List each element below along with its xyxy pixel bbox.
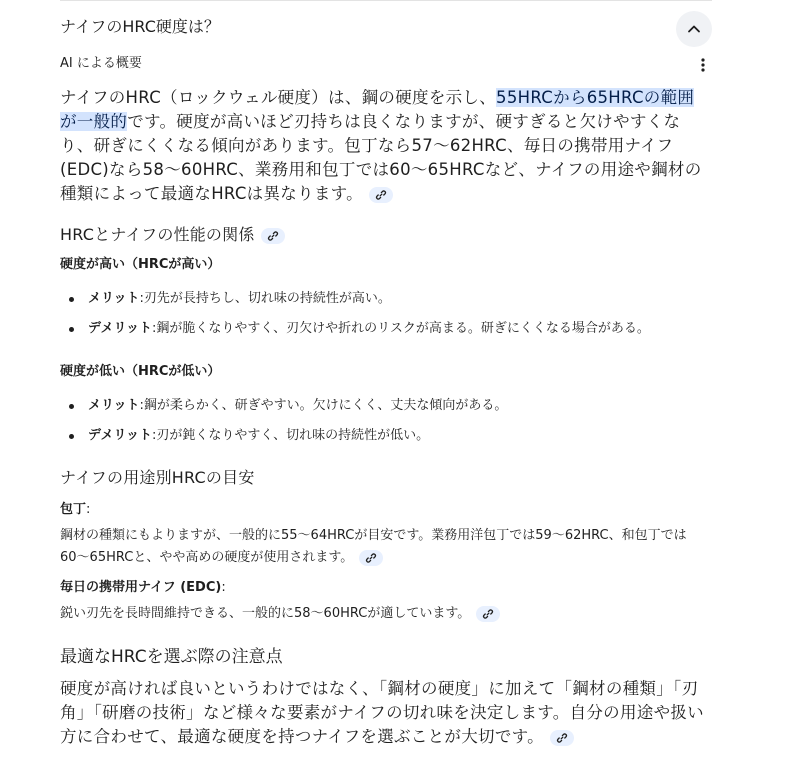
list-item-text: :刃が鈍くなりやすく、切れ味の持続性が低い。: [151, 428, 430, 443]
source-link-button[interactable]: [550, 730, 574, 746]
more-vert-icon: [701, 58, 705, 72]
section-heading-usage: ナイフの用途別HRCの目安: [60, 468, 255, 487]
subheading-edc-knife: [60, 579, 710, 597]
body-text: 硬度が高ければ良いというわけではなく、「鋼材の硬度」に加えて「鋼材の種類」「刃角」「研磨の技術」など様々な要素がナイフの切れ味を決定します。自分の用途や扱い方に合わせて、最適な硬度を持つナイフを選ぶことが大切です。: [60, 679, 704, 746]
link-icon: [365, 552, 377, 564]
low-hardness-list: [60, 397, 710, 445]
lead-text-start: ナイフのHRC（ロックウェル硬度）は、鋼の硬度を示し、: [60, 88, 497, 107]
source-link-button[interactable]: [369, 187, 393, 203]
highlighted-answer: 55HRCから65HRCの範囲が一般的: [60, 88, 695, 131]
link-icon: [482, 608, 494, 620]
subheading-colon: :: [221, 580, 226, 595]
link-icon: [375, 189, 387, 201]
subheading-text: 毎日の携帯用ナイフ (EDC): [60, 580, 222, 595]
subheading-low-hardness: 硬度が低い（HRCが低い）: [60, 364, 221, 379]
list-item-label: メリット: [88, 398, 140, 413]
list-item-text: :鋼が脆くなりやすく、刃欠けや折れのリスクが高まる。研ぎにくくなる場合がある。: [151, 321, 650, 336]
list-item-text: :鋼が柔らかく、研ぎやすい。欠けにくく、丈夫な傾向がある。: [139, 398, 508, 413]
ai-overview-header: [60, 56, 712, 74]
question-header[interactable]: [60, 12, 712, 44]
list-item: [60, 427, 710, 445]
top-divider: [60, 0, 712, 1]
section-heading-text: HRCとナイフの性能の関係: [60, 225, 255, 244]
list-item-label: デメリット: [88, 321, 152, 336]
list-item-text: :刃先が長持ちし、切れ味の持続性が高い。: [139, 291, 391, 306]
list-item: [60, 397, 710, 415]
more-options-button[interactable]: [694, 56, 712, 74]
list-item-label: デメリット: [88, 428, 152, 443]
list-item: [60, 320, 710, 338]
body-text: 鋼材の種類にもよりますが、一般的に55〜64HRCが目安です。業務用洋包丁では59〜62HRC、和包丁では60〜65HRCと、やや高めの硬度が使用されます。: [60, 528, 687, 565]
link-icon: [556, 732, 568, 744]
section-heading-tips: 最適なHRCを選ぶ際の注意点: [60, 647, 283, 667]
list-item-label: メリット: [88, 291, 140, 306]
source-link-button[interactable]: [359, 550, 383, 566]
ai-overview-label: AI による概要: [60, 56, 142, 71]
subheading-text: 包丁: [60, 502, 87, 517]
kitchen-knife-text: [60, 525, 710, 569]
tips-paragraph: [60, 677, 710, 749]
lead-text-end: です。硬度が高いほど刃持ちは良くなりますが、硬すぎると欠けやすくなり、研ぎにくくなる傾向があります。包丁なら57〜62HRC、毎日の携帯用ナイフ(EDC)なら58〜60HRC、業務用和包丁では60〜65HRCなど、ナイフの用途や鋼材の種類によって最適なHRCは異なります。: [60, 112, 702, 203]
body-text: 鋭い刃先を長時間維持できる、一般的に58〜60HRCが適しています。: [60, 606, 471, 621]
chevron-up-icon: [686, 21, 702, 37]
subheading-kitchen-knife: [60, 501, 710, 519]
question-text: ナイフのHRC硬度は？: [60, 17, 220, 36]
source-link-button[interactable]: [476, 606, 500, 622]
edc-knife-text: [60, 603, 710, 625]
ai-overview-content: [60, 86, 710, 749]
source-link-button[interactable]: [261, 228, 285, 244]
collapse-button[interactable]: [676, 11, 712, 47]
overview-paragraph: [60, 86, 710, 206]
subheading-high-hardness: 硬度が高い（HRCが高い）: [60, 257, 221, 272]
link-icon: [267, 230, 279, 242]
list-item: [60, 290, 710, 308]
section-heading-performance: [60, 224, 710, 246]
subheading-colon: :: [86, 502, 91, 517]
high-hardness-list: [60, 290, 710, 338]
